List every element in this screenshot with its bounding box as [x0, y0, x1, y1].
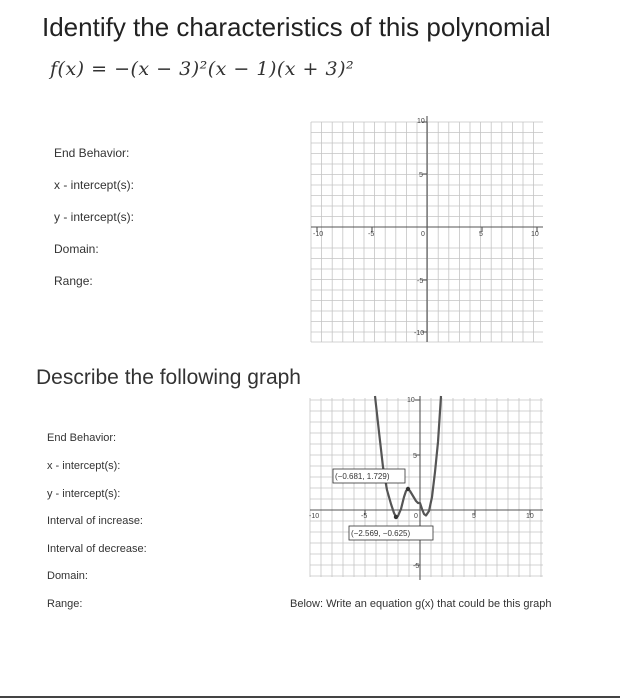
grid1-tick-y5: 5: [419, 172, 423, 179]
grid2-tick-x-5: -5: [361, 513, 368, 520]
polynomial-formula: f(x) = −(x − 3)²(x − 1)(x + 3)²: [50, 58, 355, 80]
grid1-axes: [311, 116, 543, 342]
label-interval-increase: Interval of increase:: [47, 515, 143, 527]
worksheet-title: Identify the characteristics of this polynomial: [42, 12, 551, 42]
label-y-intercepts-1: y - intercept(s):: [54, 210, 135, 224]
local-max-point: [406, 487, 410, 491]
label-interval-decrease: Interval of decrease:: [47, 543, 147, 555]
coordinate-grid-1: [305, 110, 545, 344]
grid1-tick-x-5: -5: [368, 231, 375, 238]
label-x-intercepts-1: x - intercept(s):: [54, 178, 135, 192]
grid1-tick-y-10: -10: [414, 330, 425, 337]
grid1-tick-x-10: -10: [313, 231, 324, 238]
footer-instruction: Below: Write an equation g(x) that could be this graph: [290, 598, 552, 610]
grid2-tick-x5: 5: [472, 513, 476, 520]
local-min-point: [394, 515, 398, 519]
grid1-tick-y-5: -5: [417, 278, 424, 285]
local-min-label: (−2.569, −0.625): [351, 529, 411, 538]
label-end-behavior-2: End Behavior:: [47, 432, 117, 444]
section-title-describe-graph: Describe the following graph: [36, 366, 301, 389]
grid1-tick-y10: 10: [417, 118, 425, 125]
grid2-minor-lines: [310, 398, 543, 577]
label-domain-1: Domain:: [54, 242, 99, 256]
coordinate-grid-2: [305, 392, 545, 582]
grid1-tick-x5: 5: [479, 231, 483, 238]
label-domain-2: Domain:: [47, 570, 88, 582]
grid2-tick-x-10: -10: [309, 513, 320, 520]
label-range-1: Range:: [54, 274, 93, 288]
page-bottom-border: [0, 696, 620, 698]
label-y-intercepts-2: y - intercept(s):: [47, 488, 121, 500]
grid2-tick-y5: 5: [413, 453, 417, 460]
grid2-tick-y-5: -5: [413, 563, 420, 570]
label-x-intercepts-2: x - intercept(s):: [47, 460, 121, 472]
grid1-tick-x10: 10: [531, 231, 539, 238]
local-max-label: (−0.681, 1.729): [335, 472, 390, 481]
label-end-behavior-1: End Behavior:: [54, 146, 130, 160]
grid2-tick-origin: 0: [414, 513, 418, 520]
grid2-tick-y10: 10: [407, 397, 415, 404]
grid2-tick-x10: 10: [526, 513, 534, 520]
grid1-tick-origin: 0: [421, 231, 425, 238]
label-range-2: Range:: [47, 598, 83, 610]
